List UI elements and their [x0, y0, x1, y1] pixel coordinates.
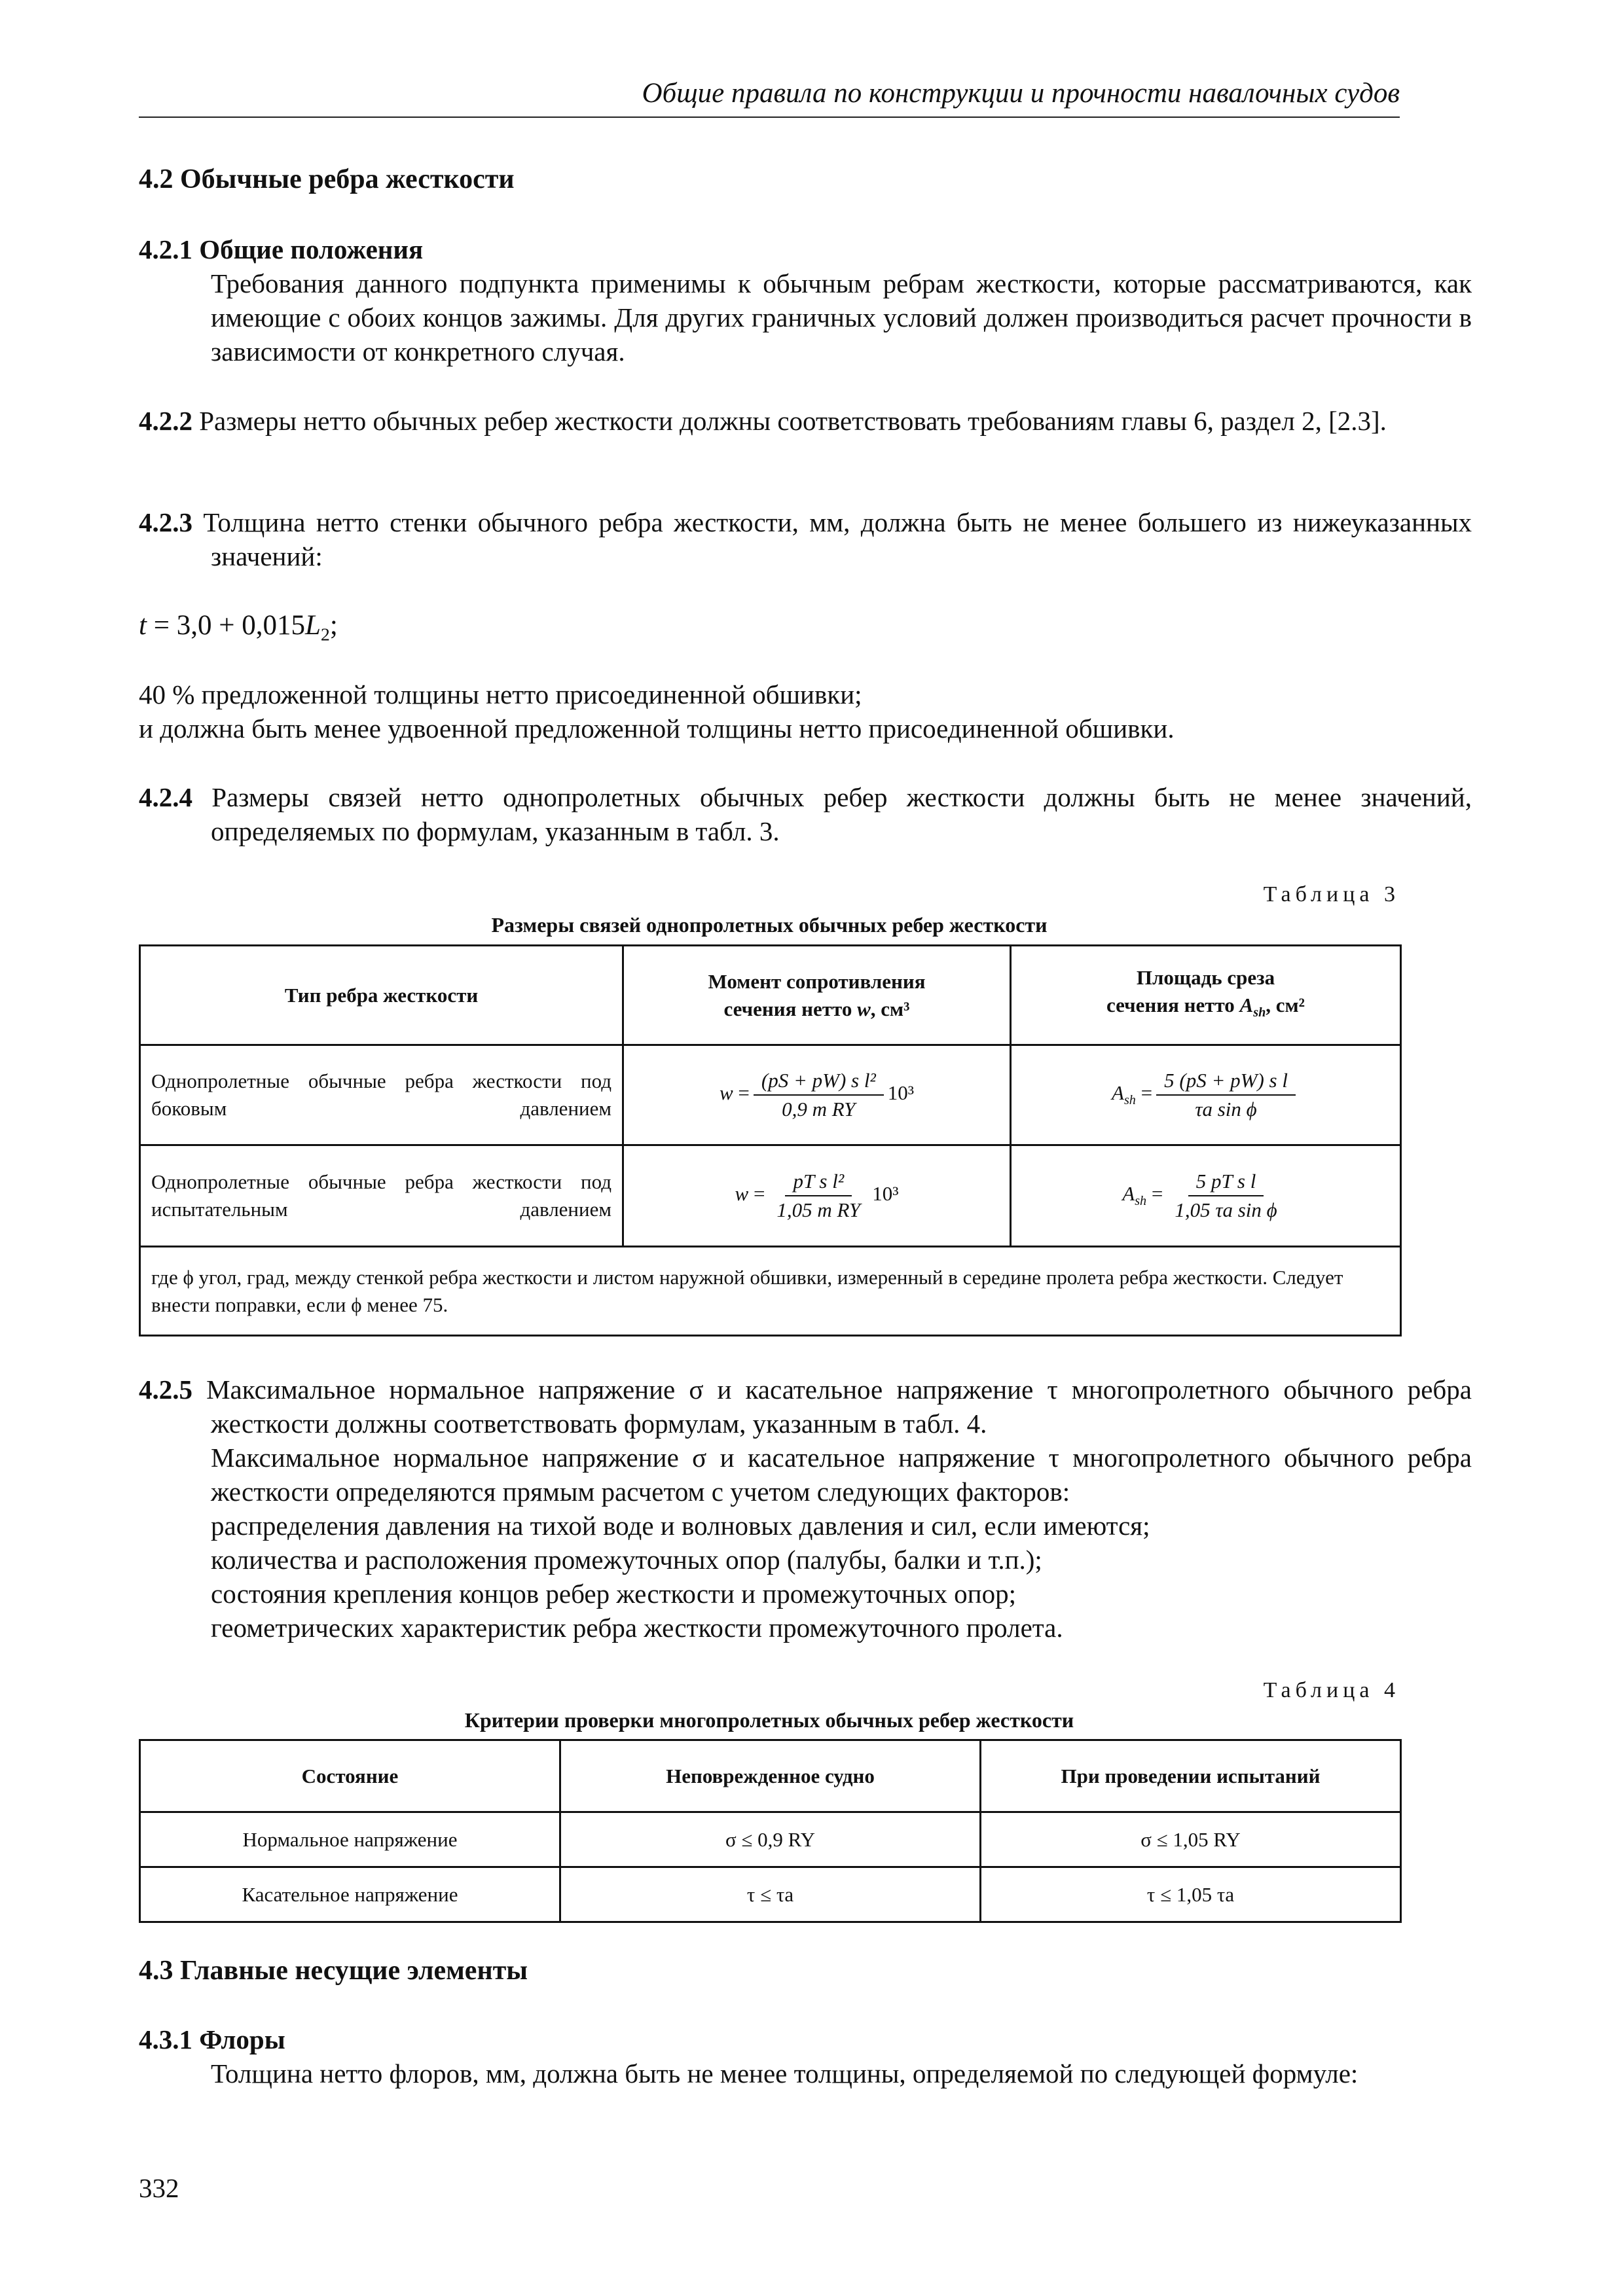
factor-item-3: состояния крепления концов ребер жесткости и промежуточных опор;: [211, 1579, 1016, 1609]
table-3-header-row: [140, 946, 1401, 1045]
table-3-row1-shear-formula: $A_{sh}$ = $\frac{\text{5 (pS + pW) s l}}{\text{τa sin ϕ}}$: [1011, 1045, 1401, 1145]
section-4-2-1-title: 4.2.1 Общие положения: [139, 234, 424, 264]
thickness-formula: $t = 3,0 + 0,015L_2$;: [139, 610, 338, 645]
table-3-row1-type: Однопролетные обычные ребра жесткости под боковым давлением: [140, 1045, 623, 1145]
table-4-row-normal: [140, 1812, 1401, 1867]
table-4-row2-testing: τ ≤ 1,05 τa: [981, 1867, 1401, 1922]
table-4-row1-intact: σ ≤ 0,9 RY: [560, 1812, 981, 1867]
table-4-caption: Критерии проверки многопролетных обычных ребер жесткости: [464, 1708, 1074, 1732]
thickness-condition-2: и должна быть менее удвоенной предложенной толщины нетто присоединенной обшивки.: [139, 713, 1175, 744]
table-3-row2-type: Однопролетные обычные ребра жесткости под испытательным давлением: [140, 1145, 623, 1247]
table-4-row1-state: Нормальное напряжение: [140, 1812, 560, 1867]
section-4-2-3-text: Толщина нетто стенки обычного ребра жесткости, мм, должна быть не менее большего из нижеуказанных значений:: [192, 507, 1472, 571]
factor-item-4: геометрических характеристик ребра жесткости промежуточного пролета.: [211, 1613, 1063, 1643]
section-4-3-1-title: 4.3.1 Флоры: [139, 2024, 285, 2054]
table-4-row2-state: Касательное напряжение: [140, 1867, 560, 1922]
table-3-header-shear-area: Площадь среза сечения нетто $A_{sh}$, см²: [1011, 946, 1401, 1045]
table-4-header-intact: Неповрежденное судно: [560, 1740, 981, 1812]
table-4-row2-intact: τ ≤ τa: [560, 1867, 981, 1922]
table-3-header-type: Тип ребра жесткости: [140, 946, 623, 1045]
table-4-header-row: [140, 1740, 1401, 1812]
thickness-condition-1: 40 % предложенной толщины нетто присоединенной обшивки;: [139, 679, 862, 709]
table-3-header-modulus: Момент сопротивления сечения нетто w, см³: [623, 946, 1011, 1045]
section-4-2-5-text: Максимальное нормальное напряжение σ и касательное напряжение τ многопролетного обычного ребра жесткости должны соответствовать формулам, указанным в табл. 4.: [192, 1374, 1472, 1439]
section-4-2-3-number: 4.2.3: [139, 507, 192, 537]
thickness-formula-end: ;: [329, 610, 338, 641]
section-4-2-4-text: Размеры связей нетто однопролетных обычных ребер жесткости должны быть не менее значений, определяемых по формулам, указанным в табл. 3.: [192, 782, 1472, 846]
section-4-3-1-text: Толщина нетто флоров, мм, должна быть не менее толщины, определяемой по следующей формуле:: [211, 2058, 1359, 2089]
table-3: [139, 944, 1402, 1336]
table-4-header-testing: При проведении испытаний: [981, 1740, 1401, 1812]
table-4-header-state: Состояние: [140, 1740, 560, 1812]
section-4-2-1-text: Требования данного подпункта применимы к обычным ребрам жесткости, которые рассматриваются, как имеющие с обоих концов зажимы. Для других граничных условий должен производиться расчет прочности в зависимости от конкретного случая.: [211, 268, 1472, 367]
section-4-2-2-number: 4.2.2: [139, 406, 192, 436]
table-4-row-shear: [140, 1867, 1401, 1922]
table-4: [139, 1739, 1402, 1923]
section-4-2-5-paragraph: Максимальное нормальное напряжение σ и касательное напряжение τ многопролетного обычного ребра жесткости определяются прямым расчетом с учетом следующих факторов:: [211, 1443, 1472, 1507]
thickness-formula-body: = 3,0 + 0,015: [146, 610, 305, 641]
factor-item-2: количества и расположения промежуточных опор (палубы, балки и т.п.);: [211, 1545, 1042, 1575]
section-4-2-2: [139, 404, 1472, 438]
header-rule: [139, 117, 1400, 118]
section-4-2-title: 4.2 Обычные ребра жесткости: [139, 164, 515, 194]
section-4-2-2-text: Размеры нетто обычных ребер жесткости должны соответствовать требованиям главы 6, раздел 2, [2.3].: [192, 406, 1387, 436]
page-number: 332: [139, 2173, 179, 2203]
running-header: Общие правила по конструкции и прочности навалочных судов: [642, 78, 1400, 109]
section-4-2-3: [139, 505, 1472, 573]
table-3-note-row: [140, 1247, 1401, 1336]
section-4-2-4: [139, 780, 1472, 848]
table-3-row1-modulus-formula: w = $\frac{\text{(pS + pW) s l²}}{\text{0,9 m RY}}$ 10³: [623, 1045, 1011, 1145]
table-3-note: где ϕ угол, град, между стенкой ребра жесткости и листом наружной обшивки, измеренный в середине пролета ребра жесткости. Следует внести поправки, если ϕ менее 75.: [140, 1247, 1401, 1336]
table-4-label: Таблица 4: [1263, 1678, 1400, 1702]
table-3-caption: Размеры связей однопролетных обычных ребер жесткости: [491, 913, 1048, 937]
table-3-label: Таблица 3: [1263, 882, 1400, 906]
section-4-3-title: 4.3 Главные несущие элементы: [139, 1956, 528, 1986]
section-4-2-5: [139, 1372, 1472, 1441]
section-4-2-5-number: 4.2.5: [139, 1374, 192, 1405]
table-3-row2-modulus-formula: w = $\frac{\text{pT s l²}}{\text{1,05 m RY}}$ 10³: [623, 1145, 1011, 1247]
table-4-row1-testing: σ ≤ 1,05 RY: [981, 1812, 1401, 1867]
table-3-row2-shear-formula: $A_{sh}$ = $\frac{\text{5 pT s l}}{\text{1,05 τa sin ϕ}}$: [1011, 1145, 1401, 1247]
table-3-row-lateral: [140, 1045, 1401, 1145]
factor-item-1: распределения давления на тихой воде и волновых давления и сил, если имеются;: [211, 1511, 1150, 1541]
section-4-2-4-number: 4.2.4: [139, 782, 192, 812]
table-3-row-test: [140, 1145, 1401, 1247]
